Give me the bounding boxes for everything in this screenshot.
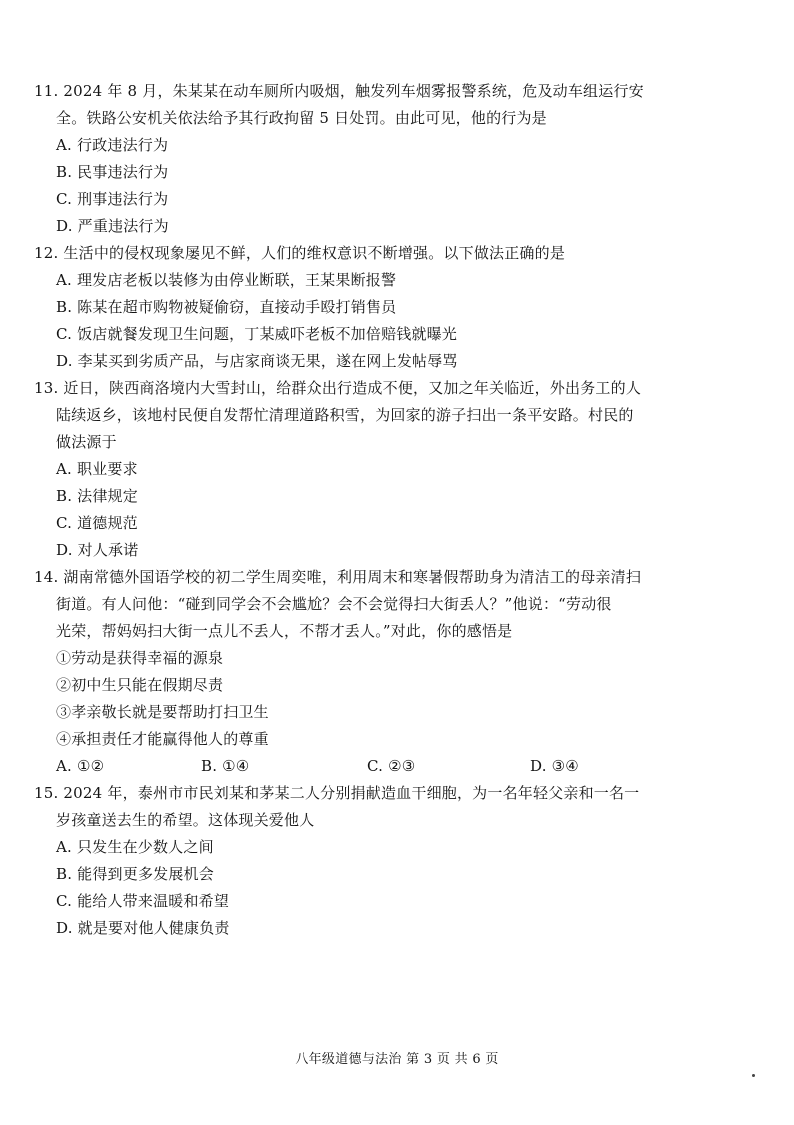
option-a: A. 理发店老板以装修为由停业断联，王某果断报警 [56, 271, 397, 289]
option-c: C. 能给人带来温暖和希望 [56, 892, 230, 910]
question-12 [34, 240, 684, 375]
option-a: A. ①② [56, 757, 105, 775]
question-stem: 15. 2024 年，泰州市市民刘某和茅某二人分别捐献造血干细胞，为一名年轻父亲和一名一 [34, 784, 640, 802]
option-c: C. 道德规范 [56, 514, 138, 532]
option-a: A. 职业要求 [56, 460, 138, 478]
question-stem: 全。铁路公安机关依法给予其行政拘留 5 日处罚。由此可见，他的行为是 [56, 109, 547, 127]
option-c: C. 饭店就餐发现卫生问题，丁某威吓老板不加倍赔钱就曝光 [56, 325, 458, 343]
question-stem: 街道。有人问他：“碰到同学会不会尴尬？会不会觉得扫大街丢人？”他说：“劳动很 [56, 595, 612, 613]
statement-3: ③孝亲敬长就是要帮助打扫卫生 [56, 703, 269, 721]
option-b: B. 法律规定 [56, 487, 138, 505]
question-stem: 做法源于 [56, 433, 117, 451]
question-11 [34, 78, 684, 240]
question-15 [34, 780, 684, 942]
option-b: B. 陈某在超市购物被疑偷窃，直接动手殴打销售员 [56, 298, 397, 316]
option-d: D. 严重违法行为 [56, 217, 169, 235]
option-d: D. 李某买到劣质产品，与店家商谈无果，遂在网上发帖辱骂 [56, 352, 458, 370]
question-list [34, 78, 684, 942]
question-stem: 岁孩童送去生的希望。这体现关爱他人 [56, 811, 315, 829]
option-b: B. ①④ [201, 757, 250, 775]
scan-speck [752, 1074, 755, 1077]
question-stem: 光荣，帮妈妈扫大街一点儿不丢人，不帮才丢人。”对此，你的感悟是 [56, 622, 513, 640]
question-stem: 陆续返乡，该地村民便自发帮忙清理道路积雪，为回家的游子扫出一条平安路。村民的 [56, 406, 634, 424]
option-a: A. 只发生在少数人之间 [56, 838, 214, 856]
option-row [34, 753, 684, 780]
question-stem: 14. 湖南常德外国语学校的初二学生周奕唯，利用周末和寒暑假帮助身为清洁工的母亲清扫 [34, 568, 642, 586]
option-a: A. 行政违法行为 [56, 136, 169, 154]
page-footer: 八年级道德与法治 第 3 页 共 6 页 [295, 1052, 499, 1067]
option-b: B. 能得到更多发展机会 [56, 865, 214, 883]
option-d: D. 就是要对他人健康负责 [56, 919, 230, 937]
statement-2: ②初中生只能在假期尽责 [56, 676, 224, 694]
statement-1: ①劳动是获得幸福的源泉 [56, 649, 224, 667]
question-stem: 11. 2024 年 8 月，朱某某在动车厕所内吸烟，触发列车烟雾报警系统，危及动车组运行安 [34, 82, 644, 100]
option-d: D. 对人承诺 [56, 541, 139, 559]
option-b: B. 民事违法行为 [56, 163, 169, 181]
option-c: C. ②③ [367, 757, 416, 775]
option-c: C. 刑事违法行为 [56, 190, 169, 208]
question-14 [34, 564, 684, 780]
option-d: D. ③④ [530, 757, 579, 775]
question-stem: 13. 近日，陕西商洛境内大雪封山，给群众出行造成不便，又加之年关临近，外出务工的人 [34, 379, 642, 397]
question-stem: 12. 生活中的侵权现象屡见不鲜，人们的维权意识不断增强。以下做法正确的是 [34, 244, 566, 262]
statement-4: ④承担责任才能赢得他人的尊重 [56, 730, 269, 748]
question-13 [34, 375, 684, 564]
